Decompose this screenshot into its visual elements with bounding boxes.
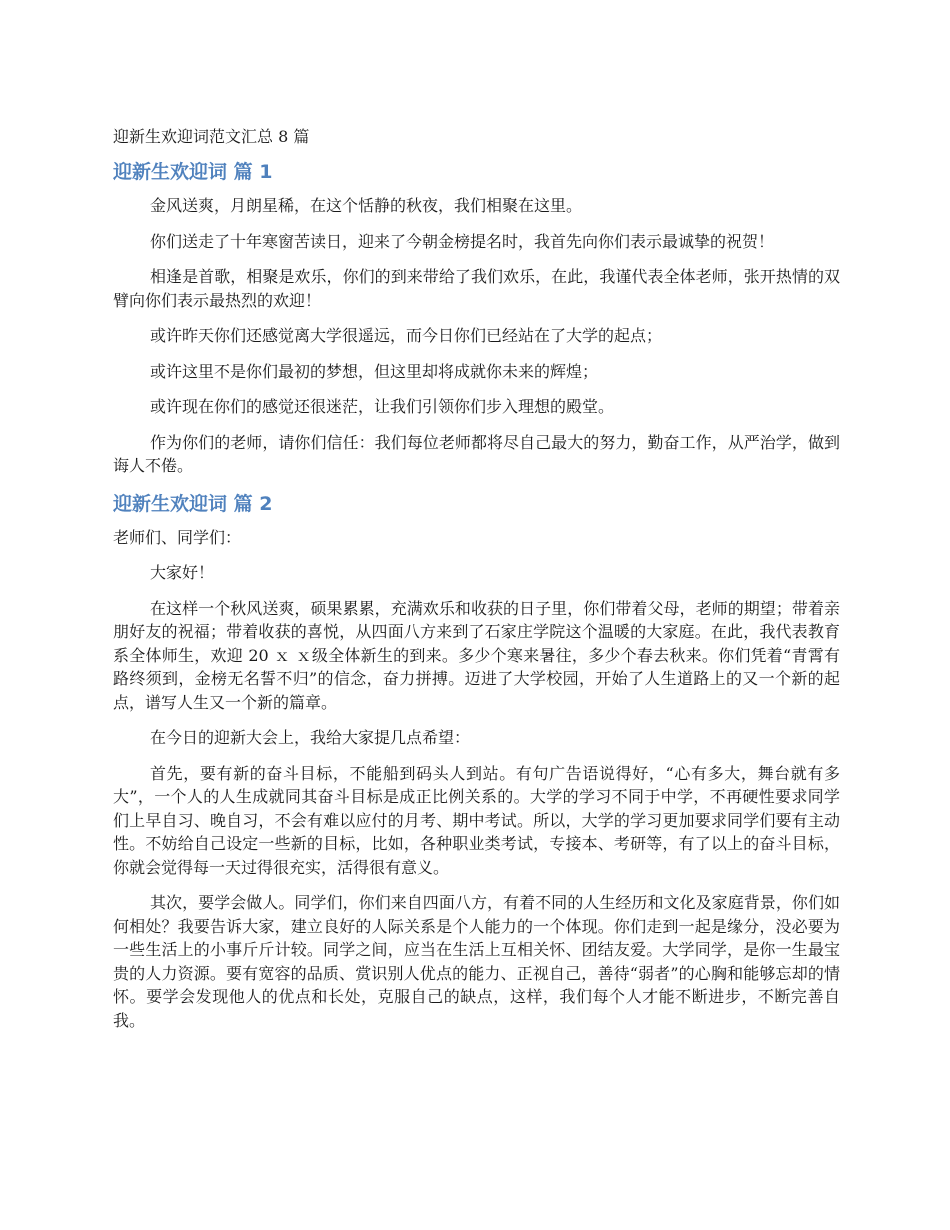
- paragraph: 其次，要学会做人。同学们，你们来自四面八方，有着不同的人生经历和文化及家庭背景，你们如何相处？我要告诉大家，建立良好的人际关系是个人能力的一个体现。你们走到一起是缘分，没必要为一些生活上的小事斤斤计较。同学之间，应当在生活上互相关怀、团结友爱。大学同学，是你一生最宝贵的人力资源。要有宽容的品质、赏识别人优点的能力、正视自己，善待“弱者”的心胸和能够忘却的情怀。要学会发现他人的优点和长处，克服自己的缺点，这样，我们每个人才能不断进步，不断完善自我。: [113, 893, 840, 1030]
- paragraph: 相逢是首歌，相聚是欢乐，你们的到来带给了我们欢乐，在此，我谨代表全体老师，张开热情的双臂向你们表示最热烈的欢迎！: [113, 267, 840, 310]
- paragraph: 或许这里不是你们最初的梦想，但这里却将成就你未来的辉煌；: [150, 361, 599, 381]
- section-heading: 迎新生欢迎词 篇 1: [113, 161, 273, 183]
- document-title: 迎新生欢迎词范文汇总 8 篇: [113, 127, 310, 146]
- section-2: [113, 490, 840, 1033]
- paragraph: 首先，要有新的奋斗目标，不能船到码头人到站。有句广告语说得好，“心有多大，舞台就有多大”，一个人的人生成就同其奋斗目标是成正比例关系的。大学的学习不同于中学，不再硬性要求同学们上早自习、晚自习，不会有难以应付的月考、期中考试。所以，大学的学习更加要求同学们要有主动性。不妨给自己设定一些新的目标，比如，各种职业类考试，专接本、考研等，有了以上的奋斗目标，你就会觉得每一天过得很充实，活得很有意义。: [113, 763, 840, 877]
- paragraph: 或许现在你们的感觉还很迷茫，让我们引领你们步入理想的殿堂。: [150, 397, 615, 416]
- section-heading: 迎新生欢迎词 篇 2: [113, 492, 273, 515]
- paragraph: 你们送走了十年寒窗苦读日，迎来了今朝金榜提名时，我首先向你们表示最诚挚的祝贺！: [150, 231, 775, 251]
- paragraph: 在今日的迎新大会上，我给大家提几点希望：: [150, 728, 471, 747]
- paragraph: 金风送爽，月朗星稀，在这个恬静的秋夜，我们相聚在这里。: [150, 196, 583, 215]
- paragraph: 或许昨天你们还感觉离大学很遥远，而今日你们已经站在了大学的起点；: [150, 326, 663, 345]
- paragraph: 大家好！: [150, 563, 215, 582]
- greeting: 老师们、同学们：: [113, 527, 242, 547]
- paragraph: 在这样一个秋风送爽，硕果累累，充满欢乐和收获的日子里，你们带着父母，老师的期望；带着亲朋好友的祝福；带着收获的喜悦，从四面八方来到了石家庄学院这个温暖的大家庭。在此，我代表教育系全体师生，欢迎 20 ｘ ｘ级全体新生的到来。多少个寒来暑往，多少个春去秋来。你们凭着“青霄有路终须到，金榜无名誓不归”的信念，奋力拼搏。迈进了大学校园，开始了人生道路上的又一个新的起点，谱写人生又一个新的篇章。: [113, 598, 840, 712]
- document-page: [113, 124, 840, 1044]
- paragraph: 作为你们的老师，请你们信任：我们每位老师都将尽自己最大的努力，勤奋工作，从严治学，做到诲人不倦。: [113, 432, 840, 475]
- section-1: [113, 158, 840, 478]
